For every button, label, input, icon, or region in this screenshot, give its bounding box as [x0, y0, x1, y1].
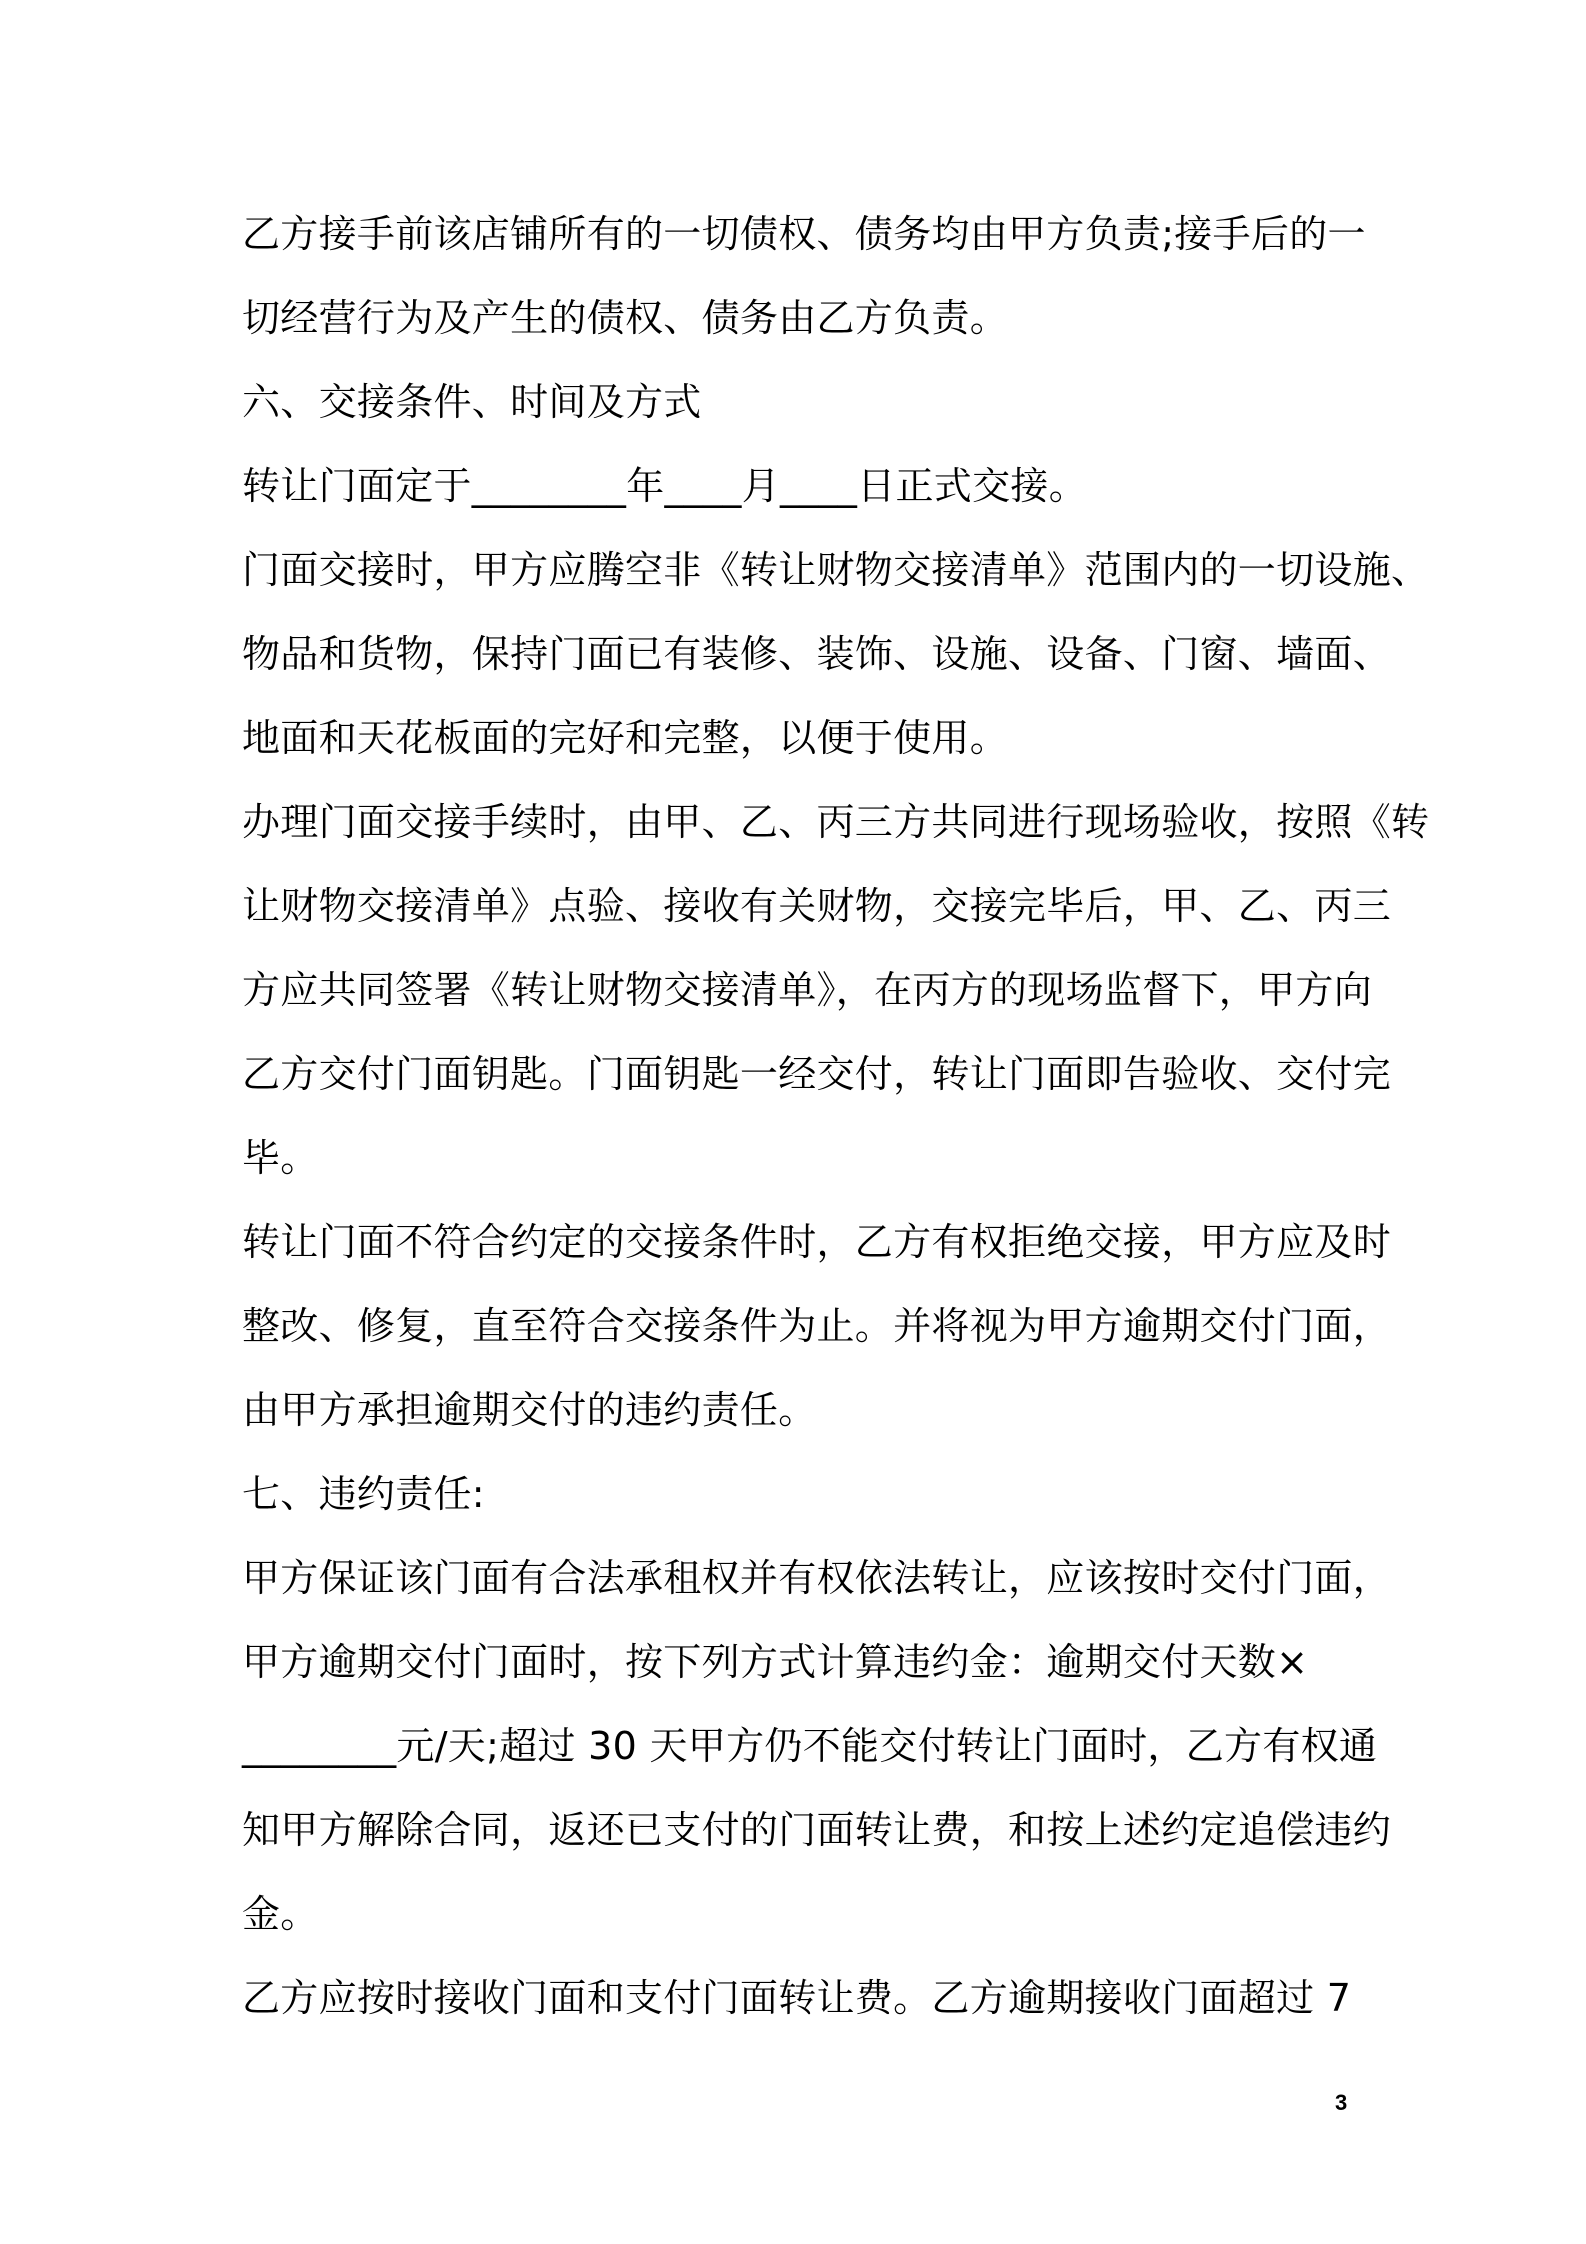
text-line: ________元/天;超过 30 天甲方仍不能交付转让门面时，乙方有权通 [242, 1724, 1378, 1768]
text-line: 转让门面不符合约定的交接条件时，乙方有权拒绝交接，甲方应及时 [242, 1220, 1392, 1264]
text-line: 办理门面交接手续时，由甲、乙、丙三方共同进行现场验收，按照《转 [242, 800, 1430, 844]
section-heading: 六、交接条件、时间及方式 [242, 380, 702, 424]
text-line: 乙方接手前该店铺所有的一切债权、债务均由甲方负责;接手后的一 [242, 212, 1366, 256]
text-line: 门面交接时，甲方应腾空非《转让财物交接清单》范围内的一切设施、 [242, 548, 1430, 592]
text-line: 乙方交付门面钥匙。门面钥匙一经交付，转让门面即告验收、交付完 [242, 1052, 1392, 1096]
text-line: 地面和天花板面的完好和完整，以便于使用。 [242, 716, 1009, 760]
text-line: 物品和货物，保持门面已有装修、装饰、设施、设备、门窗、墙面、 [242, 632, 1392, 676]
text-line: 转让门面定于________年____月____日正式交接。 [242, 464, 1088, 508]
text-line: 方应共同签署《转让财物交接清单》，在丙方的现场监督下，甲方向 [242, 968, 1373, 1012]
text-line: 切经营行为及产生的债权、债务由乙方负责。 [242, 296, 1009, 340]
page-number: 3 [1335, 2090, 1348, 2115]
text-line: 甲方逾期交付门面时，按下列方式计算违约金：逾期交付天数× [242, 1640, 1309, 1684]
text-line: 让财物交接清单》点验、接收有关财物，交接完毕后，甲、乙、丙三 [242, 884, 1392, 928]
text-line: 知甲方解除合同，返还已支付的门面转让费，和按上述约定追偿违约 [242, 1808, 1392, 1852]
text-line: 由甲方承担逾期交付的违约责任。 [242, 1388, 817, 1432]
text-line: 甲方保证该门面有合法承租权并有权依法转让，应该按时交付门面， [242, 1556, 1392, 1600]
text-line: 整改、修复，直至符合交接条件为止。并将视为甲方逾期交付门面， [242, 1304, 1392, 1348]
document-body [242, 192, 1430, 2040]
section-heading: 七、违约责任: [242, 1472, 485, 1516]
text-line: 金。 [242, 1892, 319, 1936]
text-line: 毕。 [242, 1136, 319, 1180]
text-line: 乙方应按时接收门面和支付门面转让费。乙方逾期接收门面超过 7 [242, 1976, 1352, 2020]
